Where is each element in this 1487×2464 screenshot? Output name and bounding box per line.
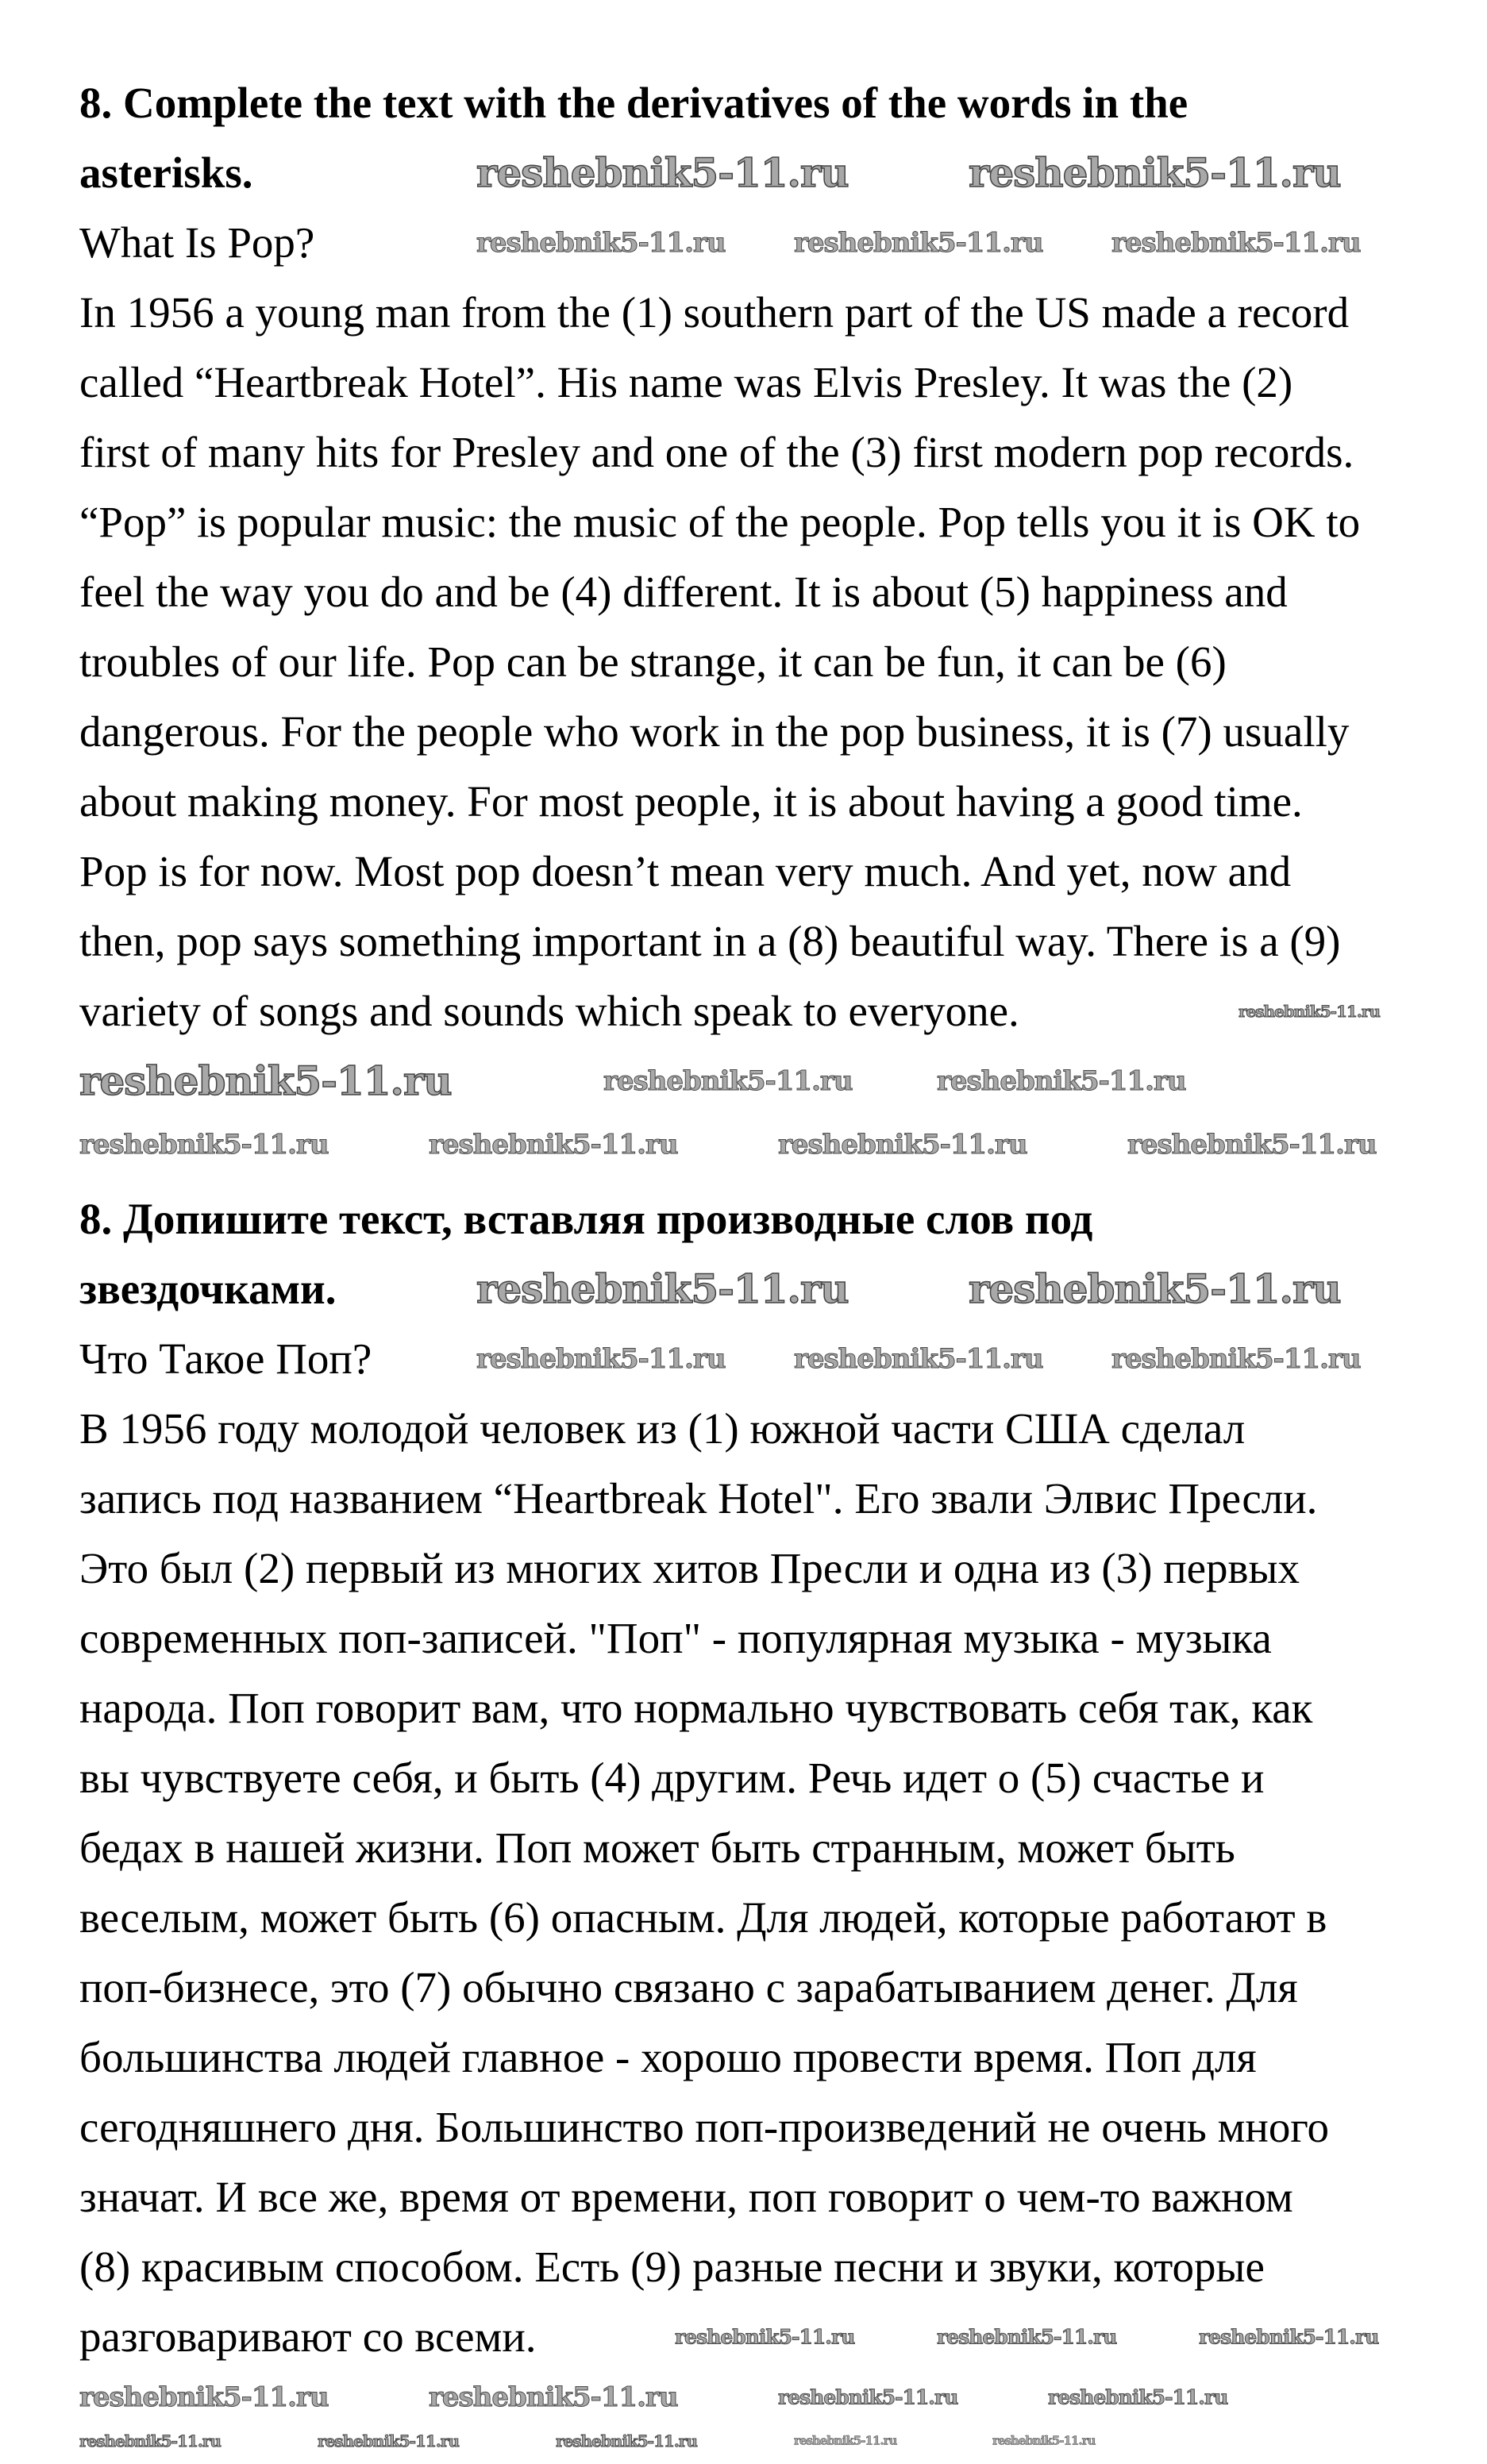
watermark: reshebnik5-11.ru <box>937 2325 1117 2349</box>
watermark: reshebnik5-11.ru <box>79 1057 452 1104</box>
watermark: reshebnik5-11.ru <box>937 1065 1186 1097</box>
paragraph-line: (8) красивым способом. Есть (9) разные песни и звуки, которые <box>79 2243 1265 2291</box>
paragraph-line: разговаривают со всеми. <box>79 2312 537 2361</box>
watermark: reshebnik5-11.ru <box>603 1065 853 1097</box>
paragraph-line: In 1956 a young man from the (1) southern part of the US made a record <box>79 288 1350 337</box>
paragraph-line: variety of songs and sounds which speak to everyone. <box>79 987 1019 1035</box>
watermark: reshebnik5-11.ru <box>476 1265 849 1312</box>
watermark: reshebnik5-11.ru <box>79 1129 329 1161</box>
watermark: reshebnik5-11.ru <box>429 1129 678 1161</box>
watermark: reshebnik5-11.ru <box>1239 1002 1380 1021</box>
watermark: reshebnik5-11.ru <box>778 1129 1027 1161</box>
paragraph-line: Pop is for now. Most pop doesn’t mean very much. And yet, now and <box>79 847 1292 895</box>
watermark: reshebnik5-11.ru <box>1127 1129 1377 1161</box>
paragraph-line: “Pop” is popular music: the music of the people. Pop tells you it is OK to <box>79 498 1361 546</box>
exercise-heading-line: 8. Complete the text with the derivatives of the words in the <box>79 79 1188 127</box>
paragraph-line: сегодняшнего дня. Большинство поп-произведений не очень много <box>79 2103 1330 2151</box>
watermark: reshebnik5-11.ru <box>969 1265 1341 1312</box>
exercise-heading-line: asterisks. <box>79 148 253 197</box>
watermark: reshebnik5-11.ru <box>1199 2325 1379 2349</box>
watermark: reshebnik5-11.ru <box>556 2431 697 2451</box>
watermark: reshebnik5-11.ru <box>1048 2385 1228 2409</box>
paragraph-line: большинства людей главное - хорошо провести время. Поп для <box>79 2033 1257 2081</box>
paragraph-line: бедах в нашей жизни. Поп может быть странным, может быть <box>79 1823 1235 1872</box>
paragraph-line: вы чувствуете себя, и быть (4) другим. Речь идет о (5) счастье и <box>79 1754 1265 1802</box>
watermark: reshebnik5-11.ru <box>794 1343 1043 1375</box>
watermark: reshebnik5-11.ru <box>675 2325 855 2349</box>
exercise-heading-line: 8. Допишите текст, вставляя производные слов под <box>79 1195 1093 1243</box>
watermark: reshebnik5-11.ru <box>1111 227 1361 259</box>
watermark: reshebnik5-11.ru <box>79 2431 221 2451</box>
paragraph-line: В 1956 году молодой человек из (1) южной части США сделал <box>79 1404 1246 1453</box>
watermark: reshebnik5-11.ru <box>1111 1343 1361 1375</box>
watermark: reshebnik5-11.ru <box>969 149 1341 196</box>
paragraph-line: веселым, может быть (6) опасным. Для людей, которые работают в <box>79 1893 1327 1942</box>
paragraph-line: поп-бизнесе, это (7) обычно связано с зарабатыванием денег. Для <box>79 1963 1298 2012</box>
watermark: reshebnik5-11.ru <box>476 227 726 259</box>
paragraph-line: feel the way you do and be (4) different. It is about (5) happiness and <box>79 568 1288 616</box>
paragraph-line: then, pop says something important in a (8) beautiful way. There is a (9) <box>79 917 1341 965</box>
watermark: reshebnik5-11.ru <box>476 149 849 196</box>
text-title: What Is Pop? <box>79 218 315 267</box>
watermark: reshebnik5-11.ru <box>778 2385 958 2409</box>
paragraph-line: народа. Поп говорит вам, что нормально чувствовать себя так, как <box>79 1684 1313 1732</box>
paragraph-line: troubles of our life. Pop can be strange, it can be fun, it can be (6) <box>79 637 1227 686</box>
paragraph-line: Это был (2) первый из многих хитов Пресли и одна из (3) первых <box>79 1544 1300 1592</box>
watermark: reshebnik5-11.ru <box>794 227 1043 259</box>
watermark: reshebnik5-11.ru <box>79 2381 329 2413</box>
watermark: reshebnik5-11.ru <box>318 2431 459 2451</box>
exercise-heading-line: звездочками. <box>79 1265 337 1313</box>
paragraph-line: dangerous. For the people who work in the pop business, it is (7) usually <box>79 707 1350 756</box>
watermark: reshebnik5-11.ru <box>992 2433 1096 2448</box>
paragraph-line: called “Heartbreak Hotel”. His name was Elvis Presley. It was the (2) <box>79 358 1293 406</box>
paragraph-line: запись под названием “Heartbreak Hotel". Его звали Элвис Пресли. <box>79 1474 1318 1523</box>
watermark: reshebnik5-11.ru <box>476 1343 726 1375</box>
paragraph-line: современных поп-записей. "Поп" - популярная музыка - музыка <box>79 1614 1272 1662</box>
text-title: Что Такое Поп? <box>79 1334 372 1383</box>
paragraph-line: about making money. For most people, it is about having a good time. <box>79 777 1303 826</box>
paragraph-line: значат. И все же, время от времени, поп говорит о чем-то важном <box>79 2173 1293 2221</box>
watermark: reshebnik5-11.ru <box>794 2433 897 2448</box>
paragraph-line: first of many hits for Presley and one of the (3) first modern pop records. <box>79 428 1354 476</box>
watermark: reshebnik5-11.ru <box>429 2381 678 2413</box>
english-exercise <box>79 68 1360 1046</box>
